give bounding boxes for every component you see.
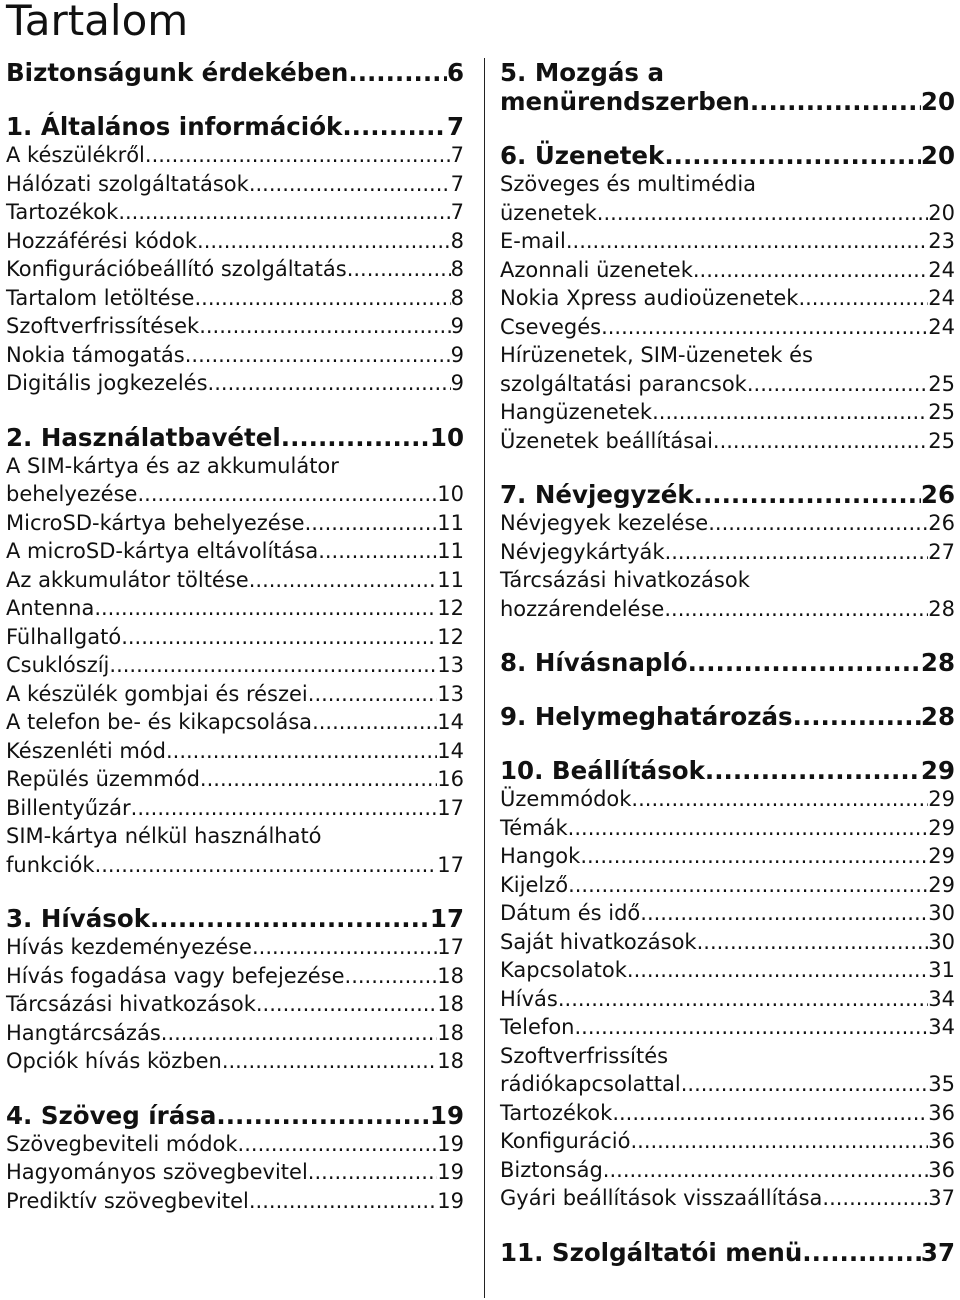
toc-entry-nevjegyek-kezelese[interactable] (500, 509, 955, 538)
toc-entry-tartozekok[interactable] (6, 198, 464, 227)
dot-leader (640, 899, 928, 928)
page-number: 6 (446, 58, 464, 87)
toc-entry-text: Hangok (500, 844, 581, 868)
dot-leader (681, 1070, 929, 1099)
page-number: 25 (928, 371, 955, 396)
page-number: 18 (437, 1049, 464, 1073)
toc-heading-text: 7. Névjegyzék (500, 480, 694, 509)
toc-entry-text: Üzemmódok (500, 787, 632, 811)
toc-entry-text: Nokia támogatás (6, 342, 185, 367)
toc-entry-text: Repülés üzemmód (6, 767, 200, 791)
dot-leader (802, 1238, 921, 1267)
dot-leader (281, 423, 430, 452)
toc-section (500, 1238, 955, 1267)
toc-entry-hivas-kezdemenyezese[interactable] (6, 933, 464, 962)
page-number: 17 (437, 935, 464, 959)
dot-leader (664, 141, 921, 170)
toc-entry-text: A készülék gombjai és részei (6, 681, 308, 706)
toc-heading-text: 9. Helymeghatározás (500, 702, 793, 731)
dot-leader (308, 680, 438, 709)
dot-leader (793, 702, 921, 731)
toc-entry-fulhallgato[interactable] (6, 623, 464, 652)
page-number: 36 (928, 1157, 955, 1182)
toc-entry-temak[interactable] (500, 814, 955, 843)
dot-leader (150, 904, 430, 933)
page-number: 31 (928, 958, 955, 982)
page-number: 26 (920, 480, 955, 509)
dot-leader (347, 255, 451, 284)
toc-entry-text: Tartozékok (6, 200, 119, 224)
toc-entry-text: Prediktív szövegbevitel (6, 1188, 249, 1213)
dot-leader (166, 737, 437, 766)
toc-entry-e-mail[interactable] (500, 227, 955, 256)
dot-leader (208, 369, 451, 398)
dot-leader (256, 990, 437, 1019)
toc-entry-text: Hálózati szolgáltatások (6, 171, 249, 196)
dot-leader (199, 312, 450, 341)
toc-entry-antenna[interactable] (6, 594, 464, 623)
toc-entry-nokia-xpress-audiouzenetek[interactable] (500, 284, 955, 313)
page-number: 14 (437, 710, 464, 734)
toc-entry-csukloszij[interactable] (6, 651, 464, 680)
toc-section (6, 423, 464, 880)
page-number: 13 (437, 681, 464, 706)
toc-heading-3-hivasok[interactable] (6, 904, 464, 933)
toc-entry-billentyuzar[interactable] (6, 794, 464, 823)
toc-entry-text: Tárcsázási hivatkozások (500, 568, 750, 592)
dot-leader (798, 284, 928, 313)
page-number: 19 (437, 1188, 464, 1213)
toc-entry-text: Szoftverfrissítés (500, 1043, 669, 1068)
toc-section (6, 112, 464, 398)
toc-heading-7-nevjegyzek[interactable] (500, 480, 955, 509)
page-number: 12 (437, 624, 464, 649)
toc-heading-text: 10. Beállítások (500, 756, 705, 785)
toc-section (500, 480, 955, 623)
toc-entry-text: Hozzáférési kódok (6, 228, 198, 253)
dot-leader (109, 651, 437, 680)
toc-entry-text: Biztonság (500, 1157, 603, 1182)
toc-column-right (500, 58, 955, 1267)
page-number: 24 (928, 286, 955, 310)
page-number: 24 (928, 314, 955, 339)
toc-entry-text: A microSD-kártya eltávolítása (6, 539, 319, 563)
toc-entry-hangok[interactable] (500, 842, 955, 871)
toc-entry-a-keszulekrol[interactable] (6, 141, 464, 170)
toc-entry-text: rádiókapcsolattal (500, 1072, 681, 1096)
toc-entry-tartozekok[interactable] (500, 1099, 955, 1128)
toc-entry-prediktiv-szovegbevitel[interactable] (6, 1187, 464, 1216)
page-number: 9 (450, 342, 464, 367)
toc-entry-text: Antenna (6, 596, 95, 620)
toc-section (500, 648, 955, 677)
toc-entry-azonnali-uzenetek[interactable] (500, 256, 955, 285)
toc-heading-text: 8. Hívásnapló (500, 648, 688, 677)
toc-heading-text: 5. Mozgás a (500, 58, 665, 87)
page-number: 7 (446, 112, 464, 141)
toc-entry-text: Témák (500, 815, 568, 840)
toc-entry-text: Tartalom letöltése (6, 285, 195, 310)
page-number: 23 (928, 229, 955, 253)
dot-leader (652, 398, 928, 427)
dot-leader (664, 595, 928, 624)
page-number: 8 (450, 257, 464, 281)
page-number: 17 (437, 795, 464, 820)
toc-entry-konfiguraciobeallito-szolgaltatas[interactable] (6, 255, 464, 284)
toc-section (500, 141, 955, 455)
dot-leader (137, 480, 437, 509)
dot-leader (121, 623, 437, 652)
page-number: 19 (429, 1100, 464, 1130)
toc-entry-uzenetek[interactable] (500, 199, 955, 228)
toc-entry-text: Konfiguráció (500, 1129, 631, 1153)
toc-entry-gyari-beallitasok-visszaallitasa[interactable] (500, 1184, 955, 1213)
toc-entry-text: Szövegbeviteli módok (6, 1131, 238, 1156)
toc-entry-text: Csevegés (500, 314, 602, 339)
dot-leader (705, 756, 921, 785)
toc-heading-4-szoveg-irasa[interactable] (6, 1101, 464, 1130)
page-number: 30 (928, 901, 955, 925)
toc-entry-a-keszulek-gombjai-es-reszei[interactable] (6, 680, 464, 709)
page-number: 11 (437, 510, 464, 535)
toc-entry-kapcsolatok[interactable] (500, 956, 955, 985)
toc-entry-digitalis-jogkezeles[interactable] (6, 369, 464, 398)
toc-entry-hangtarcsazas[interactable] (6, 1019, 464, 1048)
toc-entry-datum-es-ido[interactable] (500, 899, 955, 928)
page-number: 28 (920, 702, 955, 731)
dot-leader (822, 1184, 928, 1213)
toc-heading-text: 2. Használatbavétel (6, 422, 281, 452)
toc-heading-text: 4. Szöveg írása (6, 1100, 217, 1130)
page-number: 16 (437, 767, 464, 791)
page-number: 29 (928, 872, 955, 897)
page-number: 7 (450, 171, 464, 196)
page-number: 18 (437, 992, 464, 1016)
toc-entry-text: Hívás fogadása vagy befejezése (6, 963, 345, 988)
toc-entry-cseveges[interactable] (500, 313, 955, 342)
toc-entry-text: A telefon be- és kikapcsolása (6, 710, 313, 734)
toc-entry-hivas[interactable] (500, 985, 955, 1014)
dot-leader (131, 794, 438, 823)
page-number: 36 (928, 1129, 955, 1153)
toc-entry-sajat-hivatkozasok[interactable] (500, 928, 955, 957)
page-number: 34 (928, 986, 955, 1011)
dot-leader (118, 198, 450, 227)
toc-entry-text: A készülékről (6, 143, 145, 167)
toc-entry-konfiguracio[interactable] (500, 1127, 955, 1156)
toc-entry-az-akkumulator-toltese[interactable] (6, 566, 464, 595)
dot-leader (665, 538, 929, 567)
dot-leader (631, 785, 928, 814)
dot-leader (612, 1099, 928, 1128)
toc-entry-text: Konfigurációbeállító szolgáltatás (6, 257, 347, 281)
toc-entry-text: Fülhallgató (6, 624, 122, 649)
toc-entry-a-microsd-kartya-eltavolitasa[interactable] (6, 537, 464, 566)
toc-entry-uzenetek-beallitasai[interactable] (500, 427, 955, 456)
toc-entry-nevjegykartyak[interactable] (500, 538, 955, 567)
toc-heading-11-szolgaltatoi-menu[interactable] (500, 1238, 955, 1267)
dot-leader (601, 313, 928, 342)
dot-leader (630, 1127, 928, 1156)
dot-leader (161, 1019, 438, 1048)
dot-leader (580, 842, 928, 871)
toc-heading-10-beallitasok[interactable] (500, 756, 955, 785)
toc-entry-repules-uzemmod[interactable] (6, 765, 464, 794)
dot-leader (185, 341, 451, 370)
page-number: 36 (928, 1100, 955, 1125)
toc-entry-microsd-kartya-behelyezese[interactable] (6, 509, 464, 538)
toc-heading-9-helymeghatarozas[interactable] (500, 702, 955, 731)
page-number: 7 (450, 200, 464, 224)
dot-leader (318, 537, 437, 566)
toc-entry-nokia-tamogatas[interactable] (6, 341, 464, 370)
page-number: 12 (437, 596, 464, 620)
toc-heading-text: menürendszerben (500, 87, 750, 116)
toc-entry-szoftverfrissitesek[interactable] (6, 312, 464, 341)
toc-entry-text: Névjegykártyák (500, 539, 665, 564)
toc-entry-keszenleti-mod[interactable] (6, 737, 464, 766)
dot-leader (345, 962, 438, 991)
toc-entry-text: Hagyományos szövegbevitel (6, 1160, 308, 1184)
toc-section (6, 904, 464, 1076)
toc-entry-text: Névjegyek kezelése (500, 511, 709, 535)
dot-leader (216, 1101, 429, 1130)
toc-entry-text: Üzenetek beállításai (500, 428, 713, 453)
toc-entry-text: Dátum és idő (500, 901, 641, 925)
dot-leader (94, 594, 437, 623)
toc-entry-text: Hívás kezdeményezése (6, 935, 252, 959)
dot-leader (574, 1013, 928, 1042)
dot-leader (145, 141, 451, 170)
toc-heading-text: 1. Általános információk (6, 112, 343, 141)
toc-entry-text: Kapcsolatok (500, 958, 627, 982)
toc-entry-radiokapcsolattal[interactable] (500, 1070, 955, 1099)
toc-section (6, 1101, 464, 1216)
page-number: 37 (928, 1186, 955, 1210)
toc-entry-text: Digitális jogkezelés (6, 371, 208, 395)
page-number: 25 (928, 400, 955, 424)
dot-leader (568, 814, 929, 843)
page-number: 18 (437, 1020, 464, 1045)
toc-entry-text: MicroSD-kártya behelyezése (6, 510, 305, 535)
toc-entry-text: hozzárendelése (500, 596, 665, 621)
page-number: 28 (920, 648, 955, 677)
page-number: 10 (429, 422, 464, 452)
toc-entry-telefon[interactable] (500, 1013, 955, 1042)
dot-leader (688, 648, 921, 677)
toc-heading-6-uzenetek[interactable] (500, 141, 955, 170)
page-number: 14 (437, 738, 464, 763)
page-number: 29 (920, 756, 955, 785)
toc-heading-menurendszerben[interactable] (500, 87, 955, 116)
toc-section (500, 756, 955, 1213)
toc-entry-uzemmodok[interactable] (500, 785, 955, 814)
toc-entry-text: SIM-kártya nélkül használható (6, 824, 322, 848)
dot-leader (342, 112, 447, 141)
dot-leader (95, 851, 438, 880)
toc-entry-text: Nokia Xpress audioüzenetek (500, 286, 799, 310)
toc-heading-text: 6. Üzenetek (500, 141, 665, 170)
toc-entry-text: Szoftverfrissítések (6, 314, 200, 338)
page-number: 26 (928, 511, 955, 535)
toc-entry-text: Az akkumulátor töltése (6, 567, 249, 592)
dot-leader (747, 370, 928, 399)
toc-entry-text: Gyári beállítások visszaállítása (500, 1186, 823, 1210)
page-number: 28 (928, 596, 955, 621)
dot-leader (200, 765, 437, 794)
page-number: 29 (928, 787, 955, 811)
toc-entry-biztonsag[interactable] (500, 1156, 955, 1185)
toc-entry-text: Hírüzenetek, SIM-üzenetek és (500, 343, 813, 367)
toc-entry-szovegbeviteli-modok[interactable] (6, 1130, 464, 1159)
page-number: 7 (450, 143, 464, 167)
toc-entry-text: szolgáltatási parancsok (500, 371, 747, 396)
toc-heading-8-hivasnaplo[interactable] (500, 648, 955, 677)
dot-leader (238, 1130, 438, 1159)
toc-entry-text: Billentyűzár (6, 795, 131, 820)
toc-section (500, 58, 955, 116)
page-number: 27 (928, 539, 955, 564)
page-number: 10 (437, 482, 464, 506)
toc-entry-funkciok[interactable] (6, 851, 464, 880)
toc-heading-text: 3. Hívások (6, 904, 150, 933)
page-number: 17 (437, 852, 464, 877)
dot-leader (312, 708, 437, 737)
toc-entry-text: Saját hivatkozások (500, 929, 697, 954)
toc-entry-szolgaltatasi-parancsok[interactable] (500, 370, 955, 399)
dot-leader (252, 933, 437, 962)
dot-leader (627, 956, 928, 985)
page-number: 19 (437, 1160, 464, 1184)
page-number: 8 (450, 285, 464, 310)
toc-entry-tartalom-letoltese[interactable] (6, 284, 464, 313)
toc-entry-halozati-szolgaltatasok[interactable] (6, 170, 464, 199)
page-number: 24 (928, 257, 955, 282)
toc-entry-kijelzo[interactable] (500, 871, 955, 900)
toc-entry-text: Hangtárcsázás (6, 1020, 161, 1045)
page-number: 35 (928, 1072, 955, 1096)
dot-leader (348, 58, 447, 87)
dot-leader (750, 87, 921, 116)
toc-entry-text: Tárcsázási hivatkozások (6, 992, 256, 1016)
page-number: 11 (437, 539, 464, 563)
toc-entry-text: Készenléti mód (6, 738, 166, 763)
toc-heading-text: Biztonságunk érdekében (6, 58, 349, 87)
page-number: 9 (450, 371, 464, 395)
toc-entry-text: Csuklószíj (6, 653, 110, 677)
dot-leader (568, 871, 928, 900)
toc-entry-text: Hívás (500, 986, 558, 1011)
page-number: 18 (437, 963, 464, 988)
toc-entry-text: Azonnali üzenetek (500, 257, 693, 282)
page-number: 34 (928, 1015, 955, 1039)
page-number: 37 (920, 1237, 955, 1267)
page-number: 30 (928, 929, 955, 954)
page-number: 29 (928, 844, 955, 868)
page-number: 20 (920, 87, 955, 116)
toc-column-left (6, 58, 464, 1215)
dot-leader (693, 256, 928, 285)
toc-section (6, 58, 464, 87)
page-number: 20 (928, 200, 955, 225)
dot-leader (713, 427, 928, 456)
toc-entry-a-telefon-be-es-kikapcsolasa[interactable] (6, 708, 464, 737)
dot-leader (249, 170, 451, 199)
toc-entry-text: Kijelző (500, 872, 569, 897)
column-divider (484, 58, 485, 1298)
dot-leader (694, 480, 921, 509)
toc-entry-text: üzenetek (500, 200, 597, 225)
toc-entry-hivas-fogadasa-vagy-befejezese[interactable] (6, 962, 464, 991)
toc-entry-text: Telefon (500, 1015, 575, 1039)
toc-heading-biztonsagunk-erdekeben[interactable] (6, 58, 464, 87)
toc-section (500, 702, 955, 731)
page-number: 11 (437, 567, 464, 592)
toc-entry-text: A SIM-kártya és az akkumulátor (6, 453, 339, 478)
dot-leader (697, 928, 929, 957)
dot-leader (249, 566, 438, 595)
dot-leader (194, 284, 450, 313)
dot-leader (566, 227, 928, 256)
page-number: 25 (928, 428, 955, 453)
toc-entry-hozzarendelese[interactable] (500, 595, 955, 624)
toc-entry-text: funkciók (6, 852, 95, 877)
dot-leader (597, 199, 928, 228)
page-title: Tartalom (6, 0, 189, 45)
page-number: 13 (437, 653, 464, 677)
dot-leader (197, 227, 451, 256)
dot-leader (558, 985, 928, 1014)
dot-leader (708, 509, 928, 538)
toc-entry-opciok-hivas-kozben[interactable] (6, 1047, 464, 1076)
dot-leader (603, 1156, 928, 1185)
page-number: 20 (920, 141, 955, 170)
page-number: 8 (450, 228, 464, 253)
toc-entry-hanguzenetek[interactable] (500, 398, 955, 427)
toc-entry-text: behelyezése (6, 482, 138, 506)
dot-leader (222, 1047, 437, 1076)
toc-entry-text: Szöveges és multimédia (500, 172, 757, 196)
toc-heading-2-hasznalatbavetel[interactable] (6, 423, 464, 452)
toc-entry-tarcsazasi-hivatkozasok[interactable] (6, 990, 464, 1019)
toc-entry-behelyezese[interactable] (6, 480, 464, 509)
page-number: 17 (429, 904, 464, 933)
toc-entry-text: Tartozékok (500, 1100, 613, 1125)
dot-leader (308, 1158, 437, 1187)
toc-heading-text: 11. Szolgáltatói menü (500, 1237, 803, 1267)
toc-entry-text: E-mail (500, 229, 566, 253)
page-number: 19 (437, 1131, 464, 1156)
dot-leader (249, 1187, 437, 1216)
toc-heading-1-altalanos-informaciok[interactable] (6, 112, 464, 141)
dot-leader (305, 509, 438, 538)
page-number: 9 (450, 314, 464, 338)
toc-entry-hozzaferesi-kodok[interactable] (6, 227, 464, 256)
page-number: 29 (928, 815, 955, 840)
toc-entry-text: Opciók hívás közben (6, 1049, 222, 1073)
toc-entry-text: Hangüzenetek (500, 400, 653, 424)
toc-entry-hagyomanyos-szovegbevitel[interactable] (6, 1158, 464, 1187)
